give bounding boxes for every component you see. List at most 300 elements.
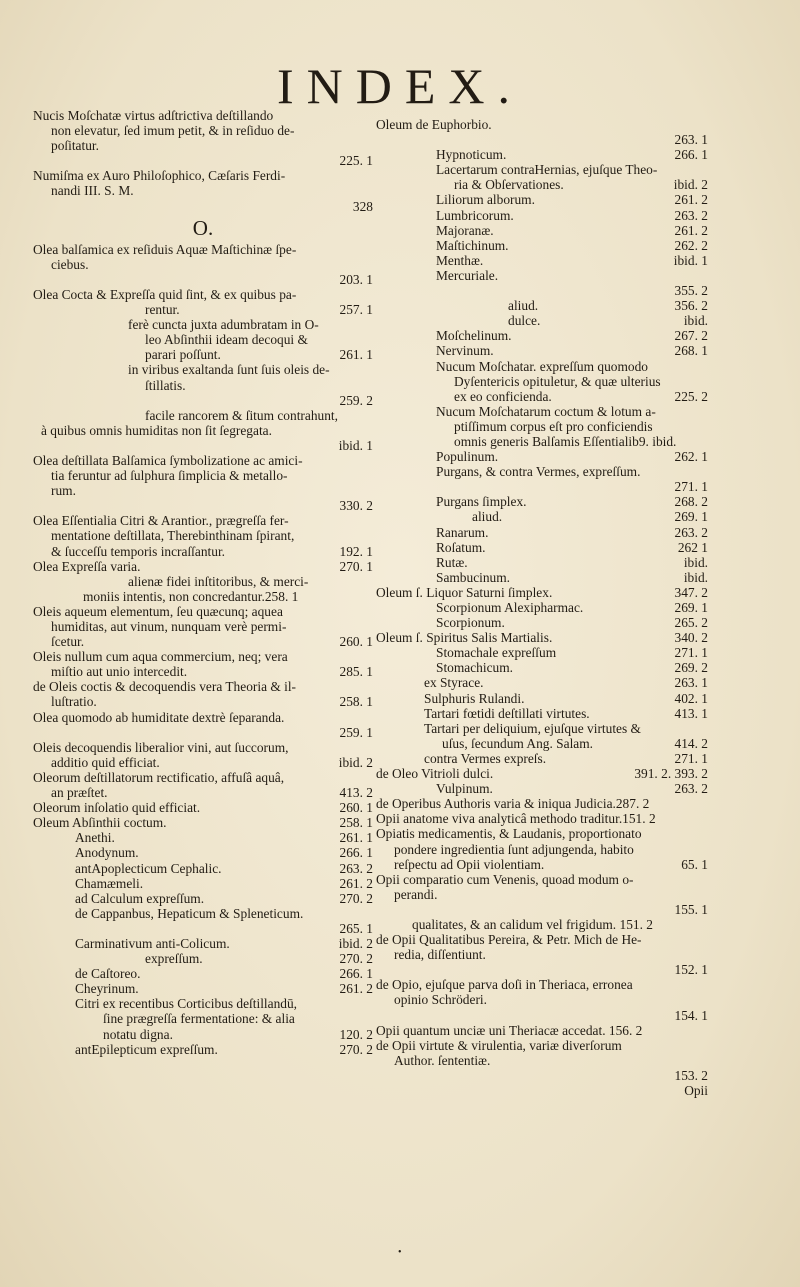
entry-text: nandi III. S. M.: [51, 183, 134, 199]
page-reference: 270. 2: [339, 1041, 373, 1057]
entry-text: luſtratio.: [51, 694, 97, 710]
page-reference: 263. 1: [674, 675, 708, 691]
page-reference: 265. 2: [674, 615, 708, 631]
page-reference: 340. 2: [674, 630, 708, 646]
page-reference: 259. 1: [339, 724, 373, 740]
entry-text: Lumbricorum.: [436, 207, 514, 223]
index-entry-line: [376, 887, 708, 902]
entry-text: Numiſma ex Auro Philoſophico, Cæſaris Ferdi-: [33, 168, 286, 184]
entry-text: moniis intentis, non concredantur.258. 1: [83, 588, 299, 604]
index-entry-line: [33, 199, 373, 214]
entry-text: rentur.: [145, 302, 180, 318]
index-entry-line: [376, 494, 708, 509]
index-entry-line: [33, 604, 373, 619]
index-entry-line: [33, 589, 373, 604]
index-entry-line: [33, 845, 373, 860]
entry-text: Cheyrinum.: [75, 981, 139, 997]
index-entry-line: [33, 423, 373, 438]
index-entry-line: [376, 449, 708, 464]
entry-text: ex eo conficienda.: [454, 388, 552, 404]
entry-text: rum.: [51, 483, 76, 499]
entry-text: de Oleo Vitrioli dulci.: [376, 766, 494, 782]
page-reference: ibid.: [683, 554, 708, 570]
index-entry-line: [33, 453, 373, 468]
entry-text: Oleum ſ. Spiritus Salis Martialis.: [376, 630, 553, 646]
entry-text: Oleorum deſtillatorum rectificatio, affuſâ aquâ,: [33, 769, 285, 785]
index-entry-line: [376, 328, 708, 343]
entry-text: Ranarum.: [436, 524, 489, 540]
entry-text: Maſtichinum.: [436, 237, 509, 253]
index-entry-line: [376, 298, 708, 313]
page-reference: 261. 1: [339, 830, 373, 846]
entry-text: tia feruntur ad ſulphura ſimplicia & metallo-: [51, 468, 288, 484]
index-entry-line: [376, 932, 708, 947]
page-reference: 263. 2: [339, 860, 373, 876]
entry-text: alienæ fidei inſtitoribus, & merci-: [128, 573, 309, 589]
index-entry-line: [376, 917, 708, 932]
entry-text: expreſſum.: [145, 951, 203, 967]
index-entry-line: [33, 830, 373, 845]
index-entry-line: [33, 981, 373, 996]
index-entry-line: [33, 1027, 373, 1042]
entry-text: mentatione deſtillata, Therebinthinam ſpirant,: [51, 528, 295, 544]
page-reference: 347. 2: [674, 584, 708, 600]
entry-text: ex Styrace.: [424, 675, 484, 691]
page-reference: 413. 1: [674, 705, 708, 721]
index-entry-line: [33, 710, 373, 725]
index-entry-line: [33, 362, 373, 377]
page-reference: 261. 2: [339, 875, 373, 891]
entry-text: Tartari fœtidi deſtillati virtutes.: [424, 705, 590, 721]
entry-text: antEpilepticum expreſſum.: [75, 1041, 218, 1057]
index-entry-line: [376, 962, 708, 977]
entry-text: non elevatur, ſed imum petit, & in reſiduo de-: [51, 123, 295, 139]
index-entry-line: [376, 268, 708, 283]
index-entry-line: [376, 736, 708, 751]
page-reference: 413. 2: [339, 785, 373, 801]
page-reference: ibid. 2: [338, 754, 373, 770]
index-entry-line: [376, 238, 708, 253]
page-reference: 258. 1: [339, 815, 373, 831]
index-entry-line: [33, 123, 373, 138]
page-reference: 402. 1: [674, 690, 708, 706]
entry-text: & ſucceſſu temporis incraſſantur.: [51, 543, 226, 559]
index-entry-line: [33, 936, 373, 951]
page-reference: 270. 1: [339, 558, 373, 574]
index-entry-line: [33, 694, 373, 709]
page-reference: 257. 1: [339, 302, 373, 318]
index-entry-line: [376, 796, 708, 811]
index-entry-line: [376, 223, 708, 238]
page-reference: 260. 1: [339, 634, 373, 650]
index-entry-line: [376, 691, 708, 706]
entry-text: Carminativum anti-Colicum.: [75, 935, 230, 951]
entry-text: Oleis decoquendis liberalior vini, aut ſuccorum,: [33, 739, 289, 755]
index-entry-line: [33, 272, 373, 287]
entry-text: Sambucinum.: [436, 569, 511, 585]
page-reference: 270. 2: [339, 890, 373, 906]
entry-text: humiditas, aut vinum, nunquam verè permi-: [51, 619, 287, 634]
index-entry-line: [376, 992, 708, 1007]
entry-text: Opii anatome viva analyticâ methodo traditur.151. 2: [376, 811, 656, 827]
index-entry-line: [33, 287, 373, 302]
section-letter-heading: [33, 214, 373, 242]
entry-text: Olea Expreſſa varia.: [33, 558, 141, 574]
page-reference: 153. 2: [674, 1067, 708, 1083]
index-entry-line: [33, 785, 373, 800]
page-reference: 266. 1: [339, 845, 373, 861]
entry-text: redia, diſſentiunt.: [394, 947, 486, 963]
entry-text: Olea quomodo ab humiditate dextrè ſeparanda.: [33, 709, 285, 725]
entry-text: Sulphuris Rulandi.: [424, 690, 525, 706]
entry-text: omnis generis Balſamis Eſſentialib9. ibid.: [454, 433, 677, 449]
page-reference: 269. 1: [674, 600, 708, 615]
page-reference: 261. 2: [674, 222, 708, 238]
entry-text: Liliorum alborum.: [436, 192, 535, 208]
page-reference: ibid.: [683, 313, 708, 329]
index-entry-line: [376, 947, 708, 962]
page-reference: 258. 1: [339, 694, 373, 710]
page-reference: 261. 2: [674, 192, 708, 208]
entry-text: de Cappanbus, Hepaticum & Spleneticum.: [75, 905, 304, 921]
index-entry-line: [376, 826, 708, 841]
index-entry-line: [33, 544, 373, 559]
entry-text: Oleum Abſinthii coctum.: [33, 815, 167, 831]
index-entry-line: [33, 317, 373, 332]
index-entry-line: [376, 253, 708, 268]
entry-text: Author. ſententiæ.: [394, 1052, 491, 1068]
entry-text: facile rancorem & ſitum contrahunt,: [145, 407, 338, 423]
index-entry-line: [376, 615, 708, 630]
entry-text: Tartari per deliquium, ejuſque virtutes &: [424, 720, 641, 736]
page-reference: 263. 2: [674, 524, 708, 540]
entry-text: à quibus omnis humiditas non ſit ſegregata.: [41, 422, 272, 438]
index-entry-line: [376, 374, 708, 389]
entry-text: an præſtet.: [51, 785, 108, 801]
entry-text: de Oleis coctis & decoquendis vera Theoria & il-: [33, 679, 297, 695]
entry-text: Roſatum.: [436, 539, 486, 555]
page-reference: 259. 2: [339, 392, 373, 408]
index-entry-line: [33, 347, 373, 362]
index-entry-line: [376, 1053, 708, 1068]
entry-text: Oleorum inſolatio quid efficiat.: [33, 800, 201, 816]
page-reference: 263. 2: [674, 781, 708, 797]
entry-text: ferè cuncta juxta adumbratam in O-: [128, 317, 319, 333]
entry-text: dulce.: [508, 313, 541, 329]
index-entry-line: [376, 359, 708, 374]
index-entry-line: [376, 751, 708, 766]
index-entry-line: [33, 108, 373, 123]
entry-text: Nervinum.: [436, 343, 494, 359]
page-reference: 265. 1: [339, 920, 373, 936]
index-entry-line: [33, 257, 373, 272]
page-reference: 266. 1: [339, 966, 373, 982]
index-entry-line: [376, 660, 708, 675]
page-reference: 262. 1: [674, 449, 708, 465]
entry-text: notatu digna.: [103, 1026, 173, 1042]
page-reference: 268. 2: [674, 494, 708, 510]
index-entry-line: [33, 438, 373, 453]
index-entry-line: [376, 464, 708, 479]
page-reference: 355. 2: [674, 283, 708, 299]
index-entry-line: [376, 706, 708, 721]
index-entry-line: [33, 559, 373, 574]
entry-text: miſtio aut unio intercedit.: [51, 664, 188, 680]
page-reference: 154. 1: [674, 1007, 708, 1023]
page-reference: 263. 1: [674, 132, 708, 148]
page-reference: 152. 1: [674, 962, 708, 978]
page-reference: 203. 1: [339, 271, 373, 287]
index-entry-line: [33, 468, 373, 483]
index-entry-line: [33, 966, 373, 981]
index-entry-line: [33, 770, 373, 785]
index-entry-line: [33, 302, 373, 317]
entry-text: Scorpionum.: [436, 615, 505, 631]
entry-text: Oleum de Euphorbio.: [376, 117, 492, 132]
page-reference: 391. 2. 393. 2: [634, 766, 708, 782]
index-entry-line: [376, 313, 708, 328]
page-reference: 414. 2: [674, 735, 708, 751]
index-entry-line: [376, 389, 708, 404]
index-entry-line: [33, 498, 373, 513]
page-reference: 266. 1: [674, 147, 708, 163]
page-reference: ibid. 1: [338, 437, 373, 453]
index-entry-line: [376, 675, 708, 690]
page-reference: 270. 2: [339, 951, 373, 967]
page-reference: 262. 2: [674, 237, 708, 253]
index-entry-line: [376, 645, 708, 660]
entry-text: ſcetur.: [51, 634, 85, 650]
index-entry-line: [376, 977, 708, 992]
entry-text: O.: [192, 215, 214, 240]
entry-text: de Operibus Authoris varia & iniqua Judicia.287. 2: [376, 796, 650, 812]
page-reference: 261. 1: [339, 347, 373, 363]
index-entry-line: [33, 891, 373, 906]
entry-text: contra Vermes expreſs.: [424, 750, 547, 766]
entry-text: ria & Obſervationes.: [454, 177, 564, 193]
index-entry-line: [376, 766, 708, 781]
right-column: [376, 117, 708, 1098]
entry-text: ſine prægreſſa fermentatione: & alia: [103, 1011, 295, 1027]
entry-text: Citri ex recentibus Corticibus deſtillandū,: [75, 996, 298, 1012]
index-entry-line: [33, 528, 373, 543]
index-entry-line: [33, 183, 373, 198]
index-entry-line: [376, 600, 708, 615]
page-reference: 260. 1: [339, 800, 373, 816]
index-entry-line: [33, 393, 373, 408]
entry-text: Scorpionum Alexipharmac.: [436, 600, 584, 615]
index-entry-line: [33, 242, 373, 257]
entry-text: Chamæmeli.: [75, 875, 144, 891]
entry-text: reſpectu ad Opii violentiam.: [394, 856, 545, 872]
index-entry-line: [376, 162, 708, 177]
index-entry-line: [376, 570, 708, 585]
index-entry-line: [33, 619, 373, 634]
entry-text: ad Calculum expreſſum.: [75, 890, 205, 906]
page-reference: 356. 2: [674, 298, 708, 314]
entry-text: Opii quantum unciæ uni Theriacæ accedat. 156. 2: [376, 1022, 643, 1038]
entry-text: ſtillatis.: [145, 377, 186, 393]
page-reference: 65. 1: [681, 856, 708, 872]
page-title: INDEX.: [276, 58, 524, 114]
page-reference: 330. 2: [339, 498, 373, 514]
index-entry-line: [376, 419, 708, 434]
page-reference: 225. 2: [674, 388, 708, 404]
page-reference: 267. 2: [674, 328, 708, 344]
index-entry-line: [376, 434, 708, 449]
index-entry-line: [33, 921, 373, 936]
index-entry-line: [376, 479, 708, 494]
index-entry-line: [33, 378, 373, 393]
page-reference: 271. 1: [674, 479, 708, 495]
index-entry-line: [33, 664, 373, 679]
entry-text: Majoranæ.: [436, 222, 494, 238]
entry-text: Populinum.: [436, 449, 499, 465]
entry-text: de Opii virtute & virulentia, variæ diverſorum: [376, 1037, 622, 1053]
entry-text: de Caſtoreo.: [75, 966, 141, 982]
index-entry-line: [33, 513, 373, 528]
page-reference: 192. 1: [339, 543, 373, 559]
index-entry-line: [33, 332, 373, 347]
entry-text: ptiſſimum corpus eſt pro conficiendis: [454, 418, 653, 434]
page-reference: 268. 1: [674, 343, 708, 359]
index-entry-line: [376, 177, 708, 192]
page-reference: 269. 2: [674, 660, 708, 676]
entry-text: pondere ingredientia ſunt adjungenda, habito: [394, 841, 634, 857]
index-entry-line: [33, 876, 373, 891]
page-reference: 261. 2: [339, 981, 373, 997]
index-entry-line: [33, 1042, 373, 1057]
entry-text: Stomachale expreſſum: [436, 645, 557, 661]
index-entry-line: [33, 861, 373, 876]
page-reference: ibid.: [683, 569, 708, 585]
entry-text: Nucis Moſchatæ virtus adſtrictiva deſtillando: [33, 108, 274, 123]
index-entry-line: [376, 404, 708, 419]
left-column: [33, 108, 373, 1057]
index-entry-line: [376, 1008, 708, 1023]
page-reference: 120. 2: [339, 1026, 373, 1042]
index-entry-line: [33, 1011, 373, 1026]
entry-text: Oleum ſ. Liquor Saturni ſimplex.: [376, 584, 553, 600]
index-entry-line: [376, 811, 708, 826]
page-reference: 262 1: [677, 539, 708, 555]
entry-text: Olea Eſſentialia Citri & Arantior., prægreſſa fer-: [33, 513, 289, 529]
page-reference: ibid. 1: [673, 252, 708, 268]
index-entry-line: [33, 800, 373, 815]
page-reference: 271. 1: [674, 750, 708, 766]
index-entry-line: [376, 343, 708, 358]
index-entry-line: [376, 585, 708, 600]
entry-text: Moſchelinum.: [436, 328, 512, 344]
entry-text: Mercuriale.: [436, 267, 499, 283]
index-entry-line: [33, 649, 373, 664]
index-entry-line: [376, 630, 708, 645]
index-entry-line: [33, 755, 373, 770]
page-reference: ibid. 2: [673, 177, 708, 193]
entry-text: uſus, ſecundum Ang. Salam.: [442, 735, 594, 751]
index-entry-line: [376, 1083, 708, 1098]
entry-text: Purgans, & contra Vermes, expreſſum.: [436, 464, 641, 480]
entry-text: Nucum Moſchatarum coctum & lotum a-: [436, 403, 656, 419]
index-entry-line: [376, 1023, 708, 1038]
page-ornament-dot: •: [398, 1247, 402, 1258]
index-entry-line: [33, 679, 373, 694]
index-entry-line: [376, 902, 708, 917]
page-reference: 225. 1: [339, 153, 373, 169]
index-entry-line: [376, 872, 708, 887]
page-reference: ibid. 2: [338, 935, 373, 951]
entry-text: de Opii Qualitatibus Pereira, & Petr. Mich de He-: [376, 932, 642, 948]
page-reference: 269. 1: [674, 509, 708, 525]
index-entry-line: [376, 283, 708, 298]
entry-text: additio quid efficiat.: [51, 754, 160, 770]
page-reference: 271. 1: [674, 645, 708, 661]
index-entry-line: [376, 781, 708, 796]
index-entry-line: [376, 117, 708, 132]
index-entry-line: [33, 634, 373, 649]
entry-text: Oleis nullum cum aqua commercium, neq; vera: [33, 649, 288, 665]
entry-text: Opii comparatio cum Venenis, quoad modum o-: [376, 871, 634, 887]
entry-text: Anodynum.: [75, 845, 139, 861]
entry-text: perandi.: [394, 886, 438, 902]
entry-text: Purgans ſimplex.: [436, 494, 527, 510]
entry-text: Olea deſtillata Balſamica ſymbolizatione ac amici-: [33, 452, 303, 468]
page-reference: 263. 2: [674, 207, 708, 223]
index-entry-line: [33, 740, 373, 755]
entry-text: in viribus exaltanda ſunt ſuis oleis de-: [128, 362, 330, 378]
index-entry-line: [376, 525, 708, 540]
entry-text: Lacertarum contraHernias, ejuſque Theo-: [436, 162, 658, 178]
index-entry-line: [376, 1038, 708, 1053]
index-entry-line: [376, 1068, 708, 1083]
index-entry-line: [33, 153, 373, 168]
index-entry-line: [376, 509, 708, 524]
entry-text: Nucum Moſchatar. expreſſum quomodo: [436, 358, 648, 374]
entry-text: opinio Schröderi.: [394, 992, 487, 1008]
entry-text: de Opio, ejuſque parva doſi in Theriaca, erronea: [376, 977, 633, 993]
entry-text: poſitatur.: [51, 138, 99, 154]
entry-text: Menthæ.: [436, 252, 484, 268]
index-entry-line: [33, 138, 373, 153]
entry-text: Anethi.: [75, 830, 115, 846]
index-entry-line: [376, 842, 708, 857]
entry-text: aliud.: [508, 298, 539, 314]
index-entry-line: [376, 208, 708, 223]
page-reference: 285. 1: [339, 664, 373, 680]
index-entry-line: [376, 192, 708, 207]
index-entry-line: [33, 574, 373, 589]
page-reference: 155. 1: [674, 901, 708, 917]
entry-text: Olea Cocta & Expreſſa quid ſint, & ex quibus pa-: [33, 286, 297, 302]
index-entry-line: [376, 147, 708, 162]
index-entry-line: [33, 168, 373, 183]
entry-text: Rutæ.: [436, 554, 468, 570]
entry-text: parari poſſunt.: [145, 347, 221, 363]
entry-text: Dyſentericis opituletur, & quæ ulterius: [454, 373, 661, 389]
index-entry-line: [376, 555, 708, 570]
page-reference: Opii: [684, 1083, 708, 1098]
index-entry-line: [376, 540, 708, 555]
entry-text: Opiatis medicamentis, & Laudanis, proportionato: [376, 826, 642, 842]
index-entry-line: [33, 906, 373, 921]
index-entry-line: [33, 483, 373, 498]
index-entry-line: [33, 815, 373, 830]
entry-text: Olea balſamica ex reſiduis Aquæ Maſtichinæ ſpe-: [33, 241, 297, 257]
page-reference: 328: [352, 198, 373, 214]
index-entry-line: [33, 951, 373, 966]
entry-text: Vulpinum.: [436, 781, 493, 797]
index-entry-line: [33, 725, 373, 740]
